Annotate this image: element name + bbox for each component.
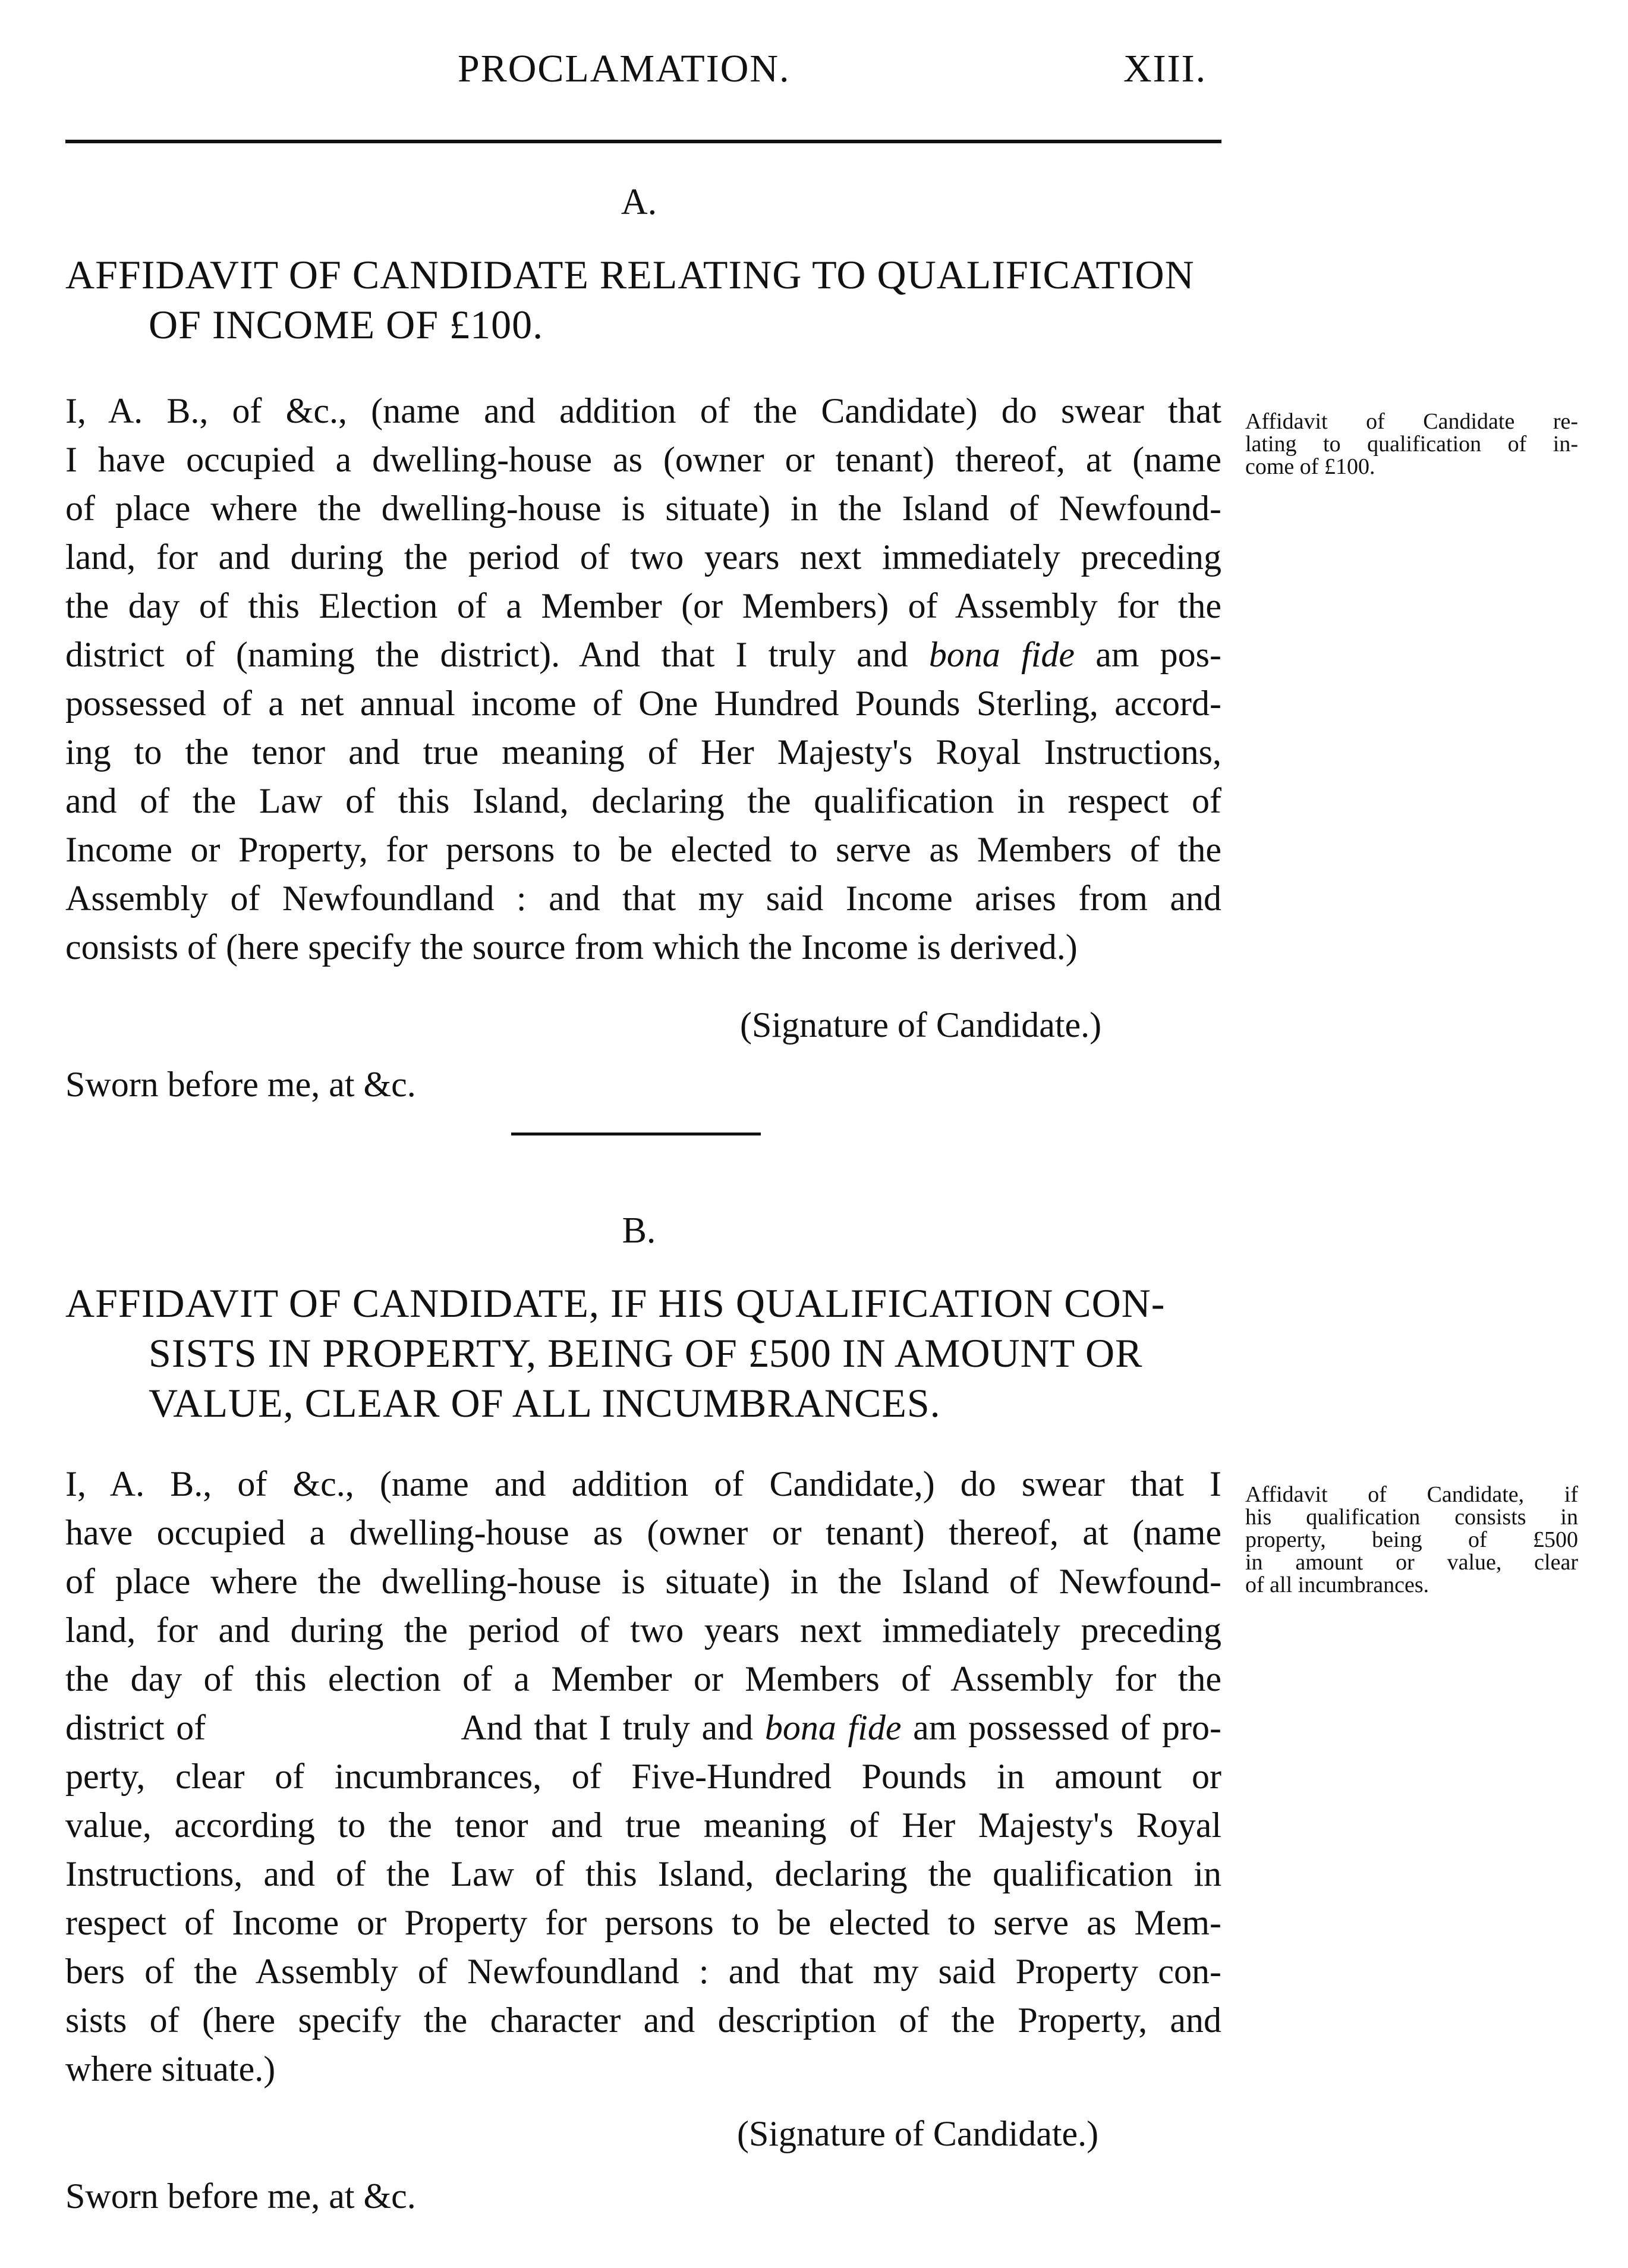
italic-phrase: bona fide xyxy=(928,635,1075,674)
body-line: of place where the dwelling-house is situate) in the Island of Newfound- xyxy=(65,1562,1221,1601)
body-line: value, according to the tenor and true meaning of Her Majesty's Royal xyxy=(65,1805,1221,1845)
header-rule xyxy=(65,140,1221,143)
body-line: bers of the Assembly of Newfoundland : and that my said Property con- xyxy=(65,1952,1221,1991)
body-line: I, A. B., of &c., (name and addition of Candidate,) do swear that I xyxy=(65,1464,1221,1503)
section-a-letter: A. xyxy=(621,182,657,222)
body-line: ing to the tenor and true meaning of Her Majesty's Royal Instructions, xyxy=(65,732,1221,772)
body-line: Instructions, and of the Law of this Island, declaring the qualification in xyxy=(65,1854,1221,1893)
running-head-title: PROCLAMATION. xyxy=(458,47,791,90)
page-number: XIII. xyxy=(1123,47,1207,90)
body-line: where situate.) xyxy=(65,2049,276,2088)
margin-note-line: lating to qualification of in- xyxy=(1245,432,1578,457)
body-line: I have occupied a dwelling-house as (owner or tenant) thereof, at (name xyxy=(65,440,1221,479)
margin-note-line: in amount or value, clear xyxy=(1245,1550,1578,1575)
body-line: sists of (here specify the character and description of the Property, and xyxy=(65,2000,1221,2040)
body-line: have occupied a dwelling-house as (owner or tenant) thereof, at (name xyxy=(65,1513,1221,1552)
section-b-body xyxy=(65,1459,1221,2093)
section-divider xyxy=(511,1133,761,1135)
section-b-margin-note xyxy=(1245,1483,1578,1596)
body-line: Assembly of Newfoundland : and that my said Income arises from and xyxy=(65,879,1221,918)
running-head xyxy=(65,46,1224,112)
margin-note-line: his qualification consists in xyxy=(1245,1505,1578,1530)
body-line: respect of Income or Property for persons to be elected to serve as Mem- xyxy=(65,1903,1221,1942)
section-a-heading-line: OF INCOME OF £100. xyxy=(149,302,544,347)
margin-note-line: Affidavit of Candidate re- xyxy=(1245,409,1578,434)
section-a-margin-note xyxy=(1245,410,1578,478)
section-a-body xyxy=(65,386,1221,971)
body-line xyxy=(65,630,1221,679)
section-b-heading-line: VALUE, CLEAR OF ALL INCUMBRANCES. xyxy=(149,1380,941,1426)
body-line-start: district of And that I truly and xyxy=(65,1708,765,1747)
body-line: the day of this Election of a Member (or Members) of Assembly for the xyxy=(65,586,1221,625)
section-a-signature: (Signature of Candidate.) xyxy=(740,1005,1102,1045)
section-a-heading xyxy=(65,250,1221,350)
body-line-start: district of (naming the district). And that I truly and xyxy=(65,635,929,674)
body-line: Income or Property, for persons to be elected to serve as Members of the xyxy=(65,830,1221,869)
body-line: and of the Law of this Island, declaring the qualification in respect of xyxy=(65,781,1221,820)
body-line xyxy=(65,1703,1221,1752)
section-b-sworn: Sworn before me, at &c. xyxy=(65,2176,416,2216)
section-b-signature: (Signature of Candidate.) xyxy=(737,2114,1099,2153)
body-line: possessed of a net annual income of One Hundred Pounds Sterling, accord- xyxy=(65,684,1221,723)
body-line: land, for and during the period of two years next immediately preceding xyxy=(65,537,1221,577)
margin-note-line: property, being of £500 xyxy=(1245,1527,1578,1552)
section-b-heading-line: SISTS IN PROPERTY, BEING OF £500 IN AMOUNT OR xyxy=(149,1330,1143,1376)
section-a-sworn: Sworn before me, at &c. xyxy=(65,1065,416,1104)
body-line: land, for and during the period of two years next immediately preceding xyxy=(65,1610,1221,1650)
body-line-end: am possessed of pro- xyxy=(901,1708,1221,1747)
section-b-heading xyxy=(65,1278,1221,1428)
margin-note-line: Affidavit of Candidate, if xyxy=(1245,1482,1578,1507)
body-line: the day of this election of a Member or Members of Assembly for the xyxy=(65,1659,1221,1698)
body-line: I, A. B., of &c., (name and addition of the Candidate) do swear that xyxy=(65,391,1221,430)
margin-note-line: of all incumbrances. xyxy=(1245,1572,1429,1597)
section-b-letter: B. xyxy=(622,1210,656,1251)
body-line: consists of (here specify the source from which the Income is derived.) xyxy=(65,927,1078,967)
body-line-end: am pos- xyxy=(1075,635,1221,674)
margin-note-line: come of £100. xyxy=(1245,454,1375,479)
italic-phrase: bona fide xyxy=(764,1708,902,1747)
section-a-heading-line: AFFIDAVIT OF CANDIDATE RELATING TO QUALIFICATION xyxy=(65,252,1195,297)
body-line: of place where the dwelling-house is situate) in the Island of Newfound- xyxy=(65,489,1221,528)
section-b-heading-line: AFFIDAVIT OF CANDIDATE, IF HIS QUALIFICATION CON- xyxy=(65,1281,1166,1326)
body-line: perty, clear of incumbrances, of Five-Hundred Pounds in amount or xyxy=(65,1757,1221,1796)
